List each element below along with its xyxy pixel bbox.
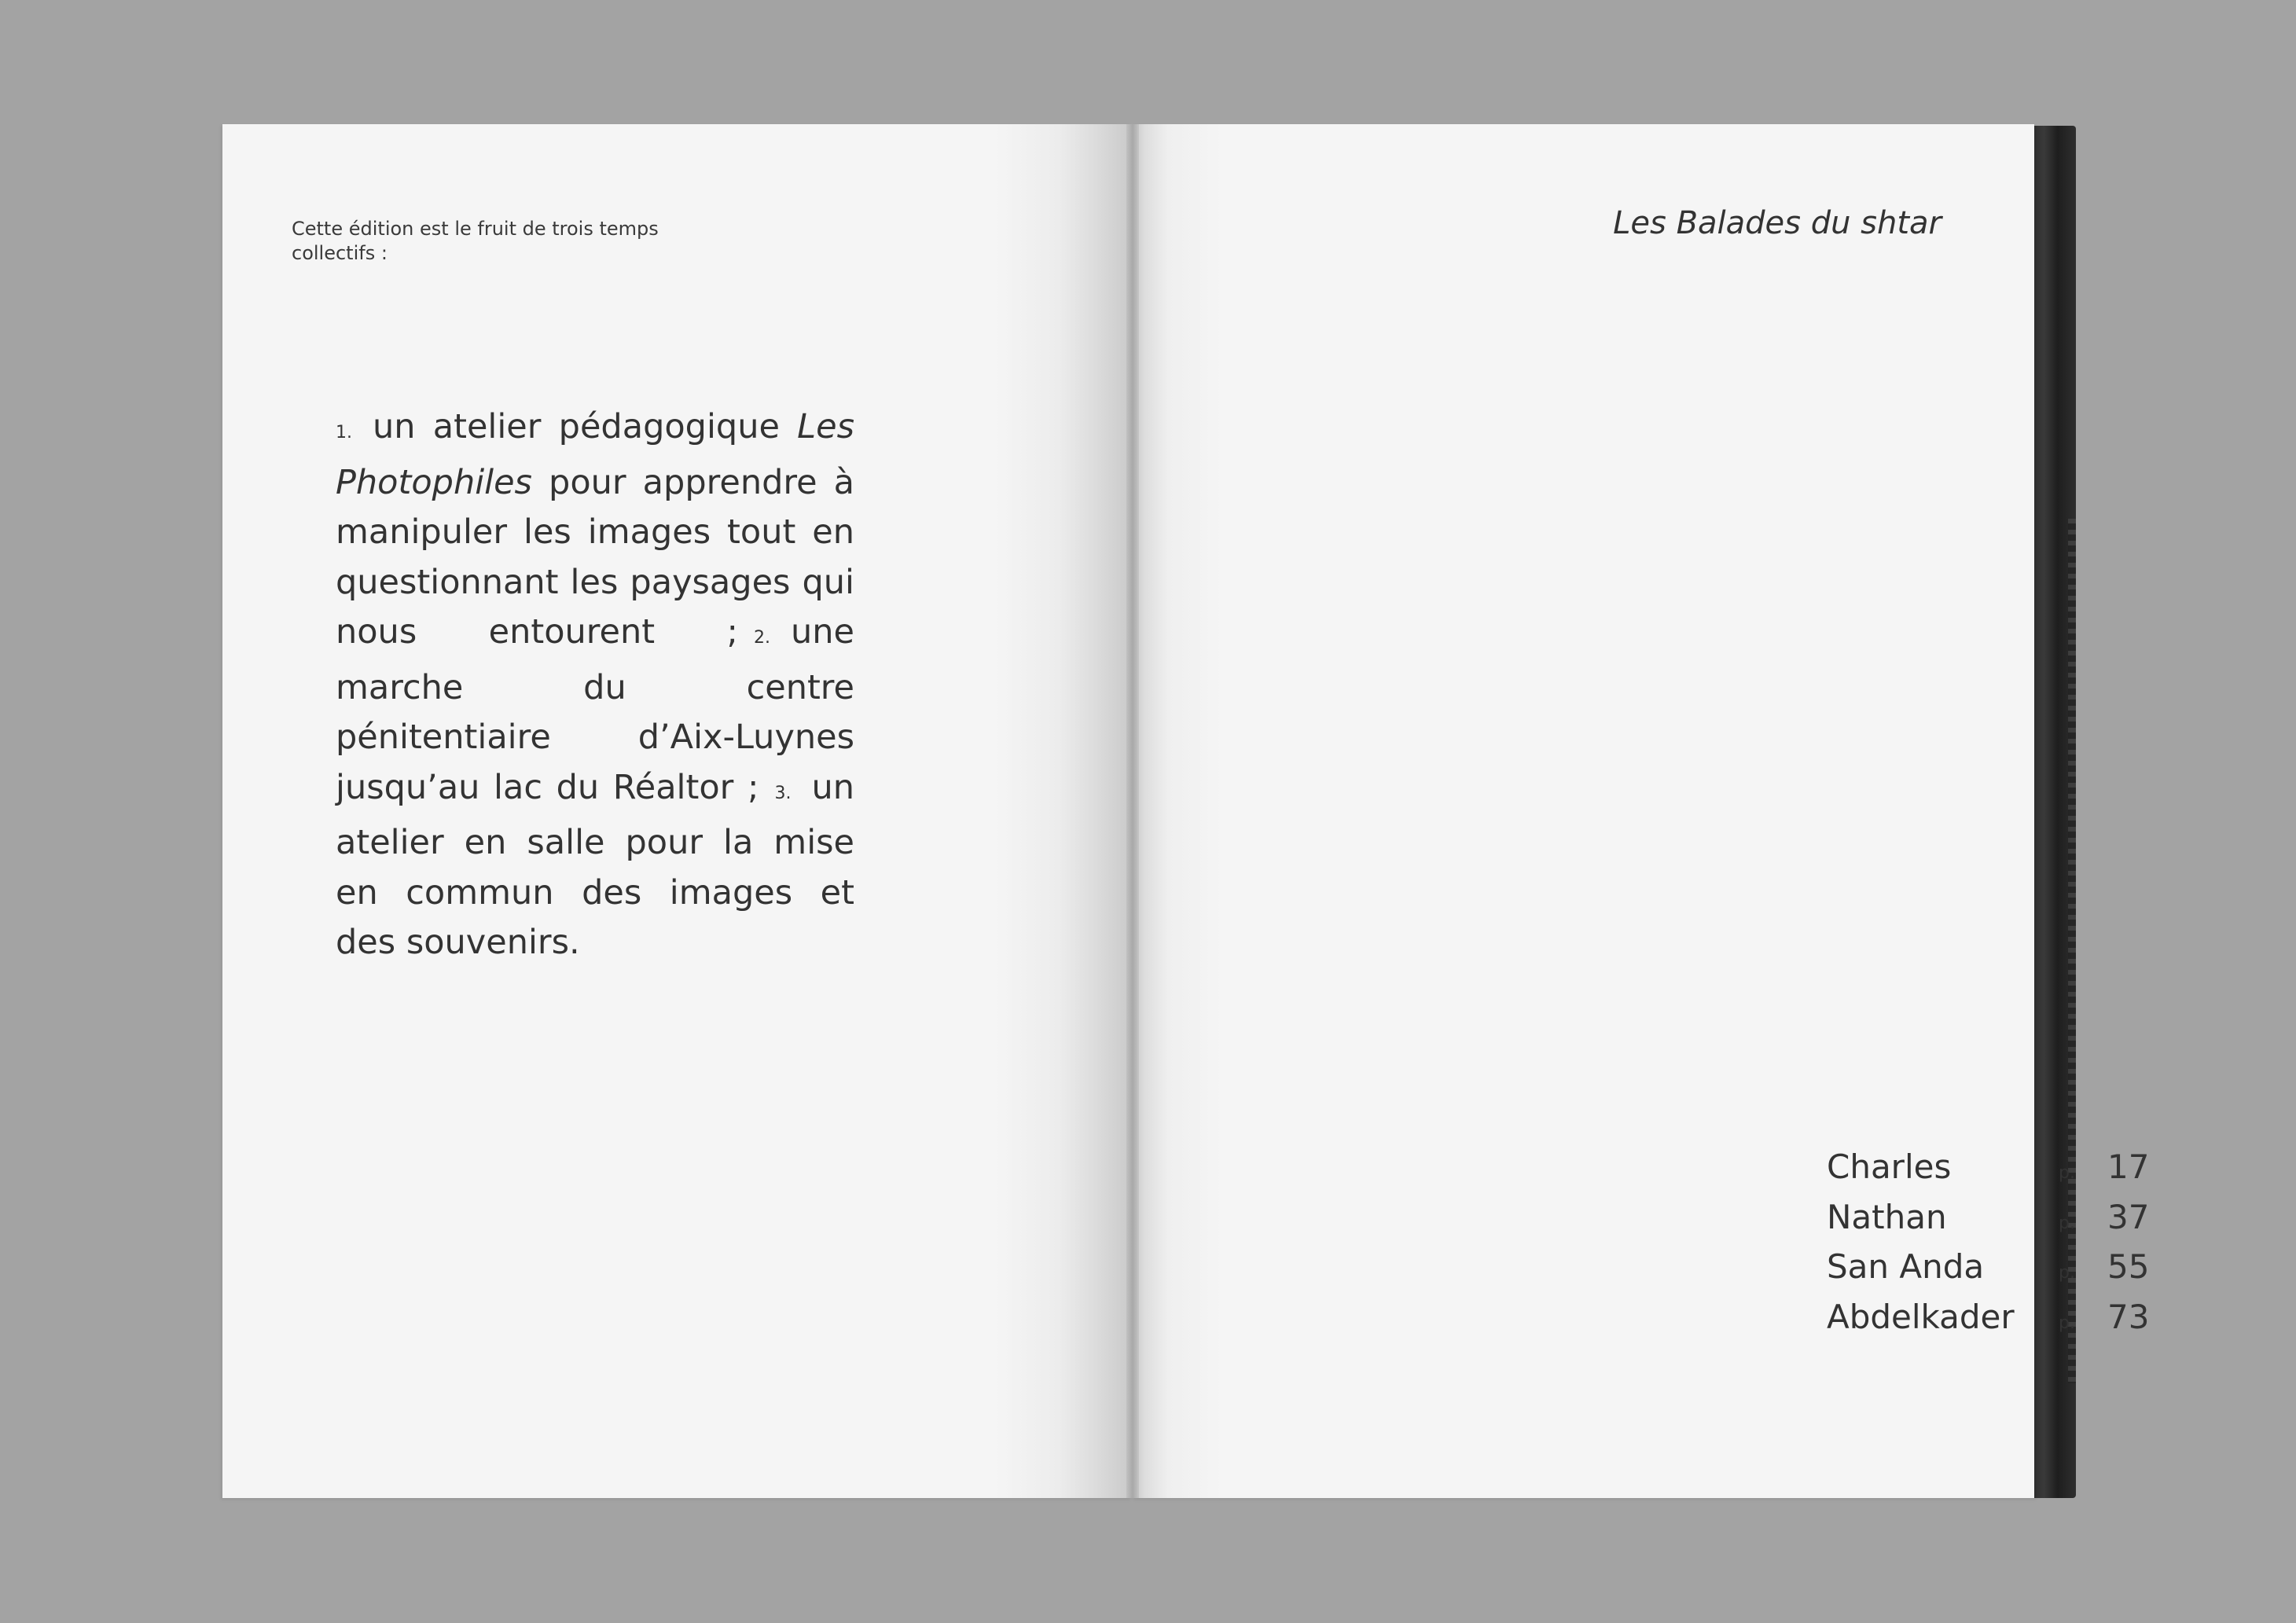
item-2-text: une marche du centre pénitentiaire d’Aix-Luynes jusqu’au lac du Réaltor ;: [336, 612, 854, 807]
toc-name: San Anda: [1827, 1247, 1985, 1286]
toc-page-number: 37: [2107, 1197, 2150, 1236]
item-1-text-before: un atelier pédagogique: [373, 407, 798, 446]
toc-page-number: 73: [2107, 1297, 2150, 1336]
item-number-3: 3.: [774, 783, 792, 803]
series-title: Les Balades du shtar: [1613, 205, 1941, 241]
toc-page-number: 55: [2107, 1247, 2150, 1286]
intro-text: Cette édition est le fruit de trois temps collectifs :: [292, 218, 659, 264]
item-number-2: 2.: [754, 628, 771, 648]
item-3-text: un atelier en salle pour la mise en commun des images et des souvenirs.: [336, 767, 854, 962]
table-of-contents: [1827, 1147, 2157, 1347]
toc-prefix: p.: [2059, 1163, 2075, 1183]
toc-name: Nathan: [1827, 1197, 1947, 1236]
item-number-1: 1.: [336, 423, 352, 442]
toc-name: Charles: [1827, 1147, 1952, 1186]
left-page: [222, 124, 1132, 1498]
toc-row: [1827, 1247, 2157, 1298]
toc-row: [1827, 1298, 2157, 1348]
toc-prefix: p.: [2059, 1213, 2075, 1233]
right-page: [1132, 124, 2150, 1498]
book-gutter: [1126, 124, 1139, 1498]
toc-name: Abdelkader: [1827, 1297, 2015, 1336]
body-paragraph: [336, 402, 854, 968]
toc-row: [1827, 1147, 2157, 1198]
toc-row: [1827, 1198, 2157, 1248]
open-book: [222, 124, 2150, 1501]
item-1-emphasis: Les Photophiles: [336, 407, 854, 502]
toc-page-number: 17: [2107, 1147, 2150, 1186]
toc-prefix: p.: [2059, 1263, 2075, 1283]
item-1-text-after: pour apprendre à manipuler les images tout en questionnant les paysages qui nous entourent ;: [336, 462, 854, 652]
toc-prefix: p.: [2059, 1313, 2075, 1333]
